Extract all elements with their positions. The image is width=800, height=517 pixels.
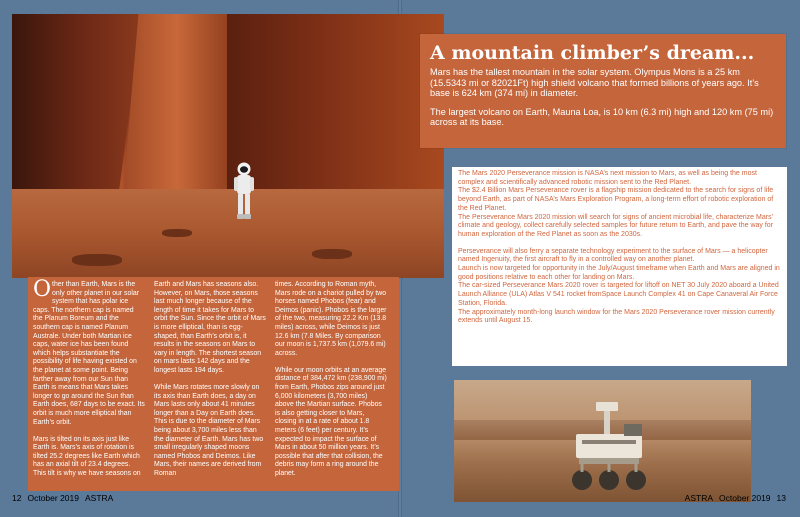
article-paragraph: times. According to Roman myth, Mars rode on a chariot pulled by two horses named Phobos (fear) and Deimos (panic). Phobos is the larger of the two, measuring 22.2 Km (13.8 miles) across, while Deimos is just 12.6 km (7.8 Miles. By comparison our moon is 1,737.5 km (1,079.6 mi) across. (275, 281, 387, 357)
rock (162, 229, 192, 237)
article-paragraph: Earth and Mars has seasons also. However, on Mars, those seasons last much longer because of the length of time it takes for Mars to orbit the Sun. Since the orbit of Mars is more elliptical, than is egg-shaped, than Earth’s orbit is, it results in the seasons on Mars to vary in length. The shortest season on mars lasts 142 days and the longest lasts 194 days. (154, 281, 266, 374)
article-paragraph: Mars is tilted on its axis just like Earth is. Mars’s axis of rotation is tilted 25.2 degrees like Earth which has an axial tilt of 23.4 degrees. This tilt is why we have seasons on (33, 435, 141, 477)
drop-cap: O (33, 277, 52, 302)
mission-text-box (452, 167, 787, 366)
article-paragraph: While Mars rotates more slowly on its axis than Earth does, a day on Mars lasts only about 41 minutes longer than a Day on Earth does. This is due to the diameter of Mars being about 3,700 miles less than the diameter of Earth. Mars has two small irregularly shaped moons named Phobos and Deimos. Like Mars, their names are derived from Roman (154, 384, 264, 477)
page-number: 13 (776, 493, 786, 503)
magazine-name: ASTRA (684, 493, 714, 503)
rover-figure (564, 402, 654, 497)
article-box (28, 277, 399, 491)
issue-date: October 2019 (719, 493, 771, 503)
article-column-3 (275, 281, 387, 479)
magazine-name: ASTRA (84, 493, 114, 503)
mission-paragraph: The $2.4 Billion Mars Perseverance rover is a flagship mission dedicated to the search for signs of life beyond Earth, as part of NASA’s Mars Exploration Program, a long-term effort of robotic exploration of the Red Planet. (458, 187, 774, 212)
article-paragraph (33, 277, 145, 427)
cliff-mid (122, 14, 232, 204)
article-column-1 (33, 277, 145, 479)
article-column-2 (154, 281, 266, 479)
footer-left (12, 493, 113, 503)
mission-paragraph: The Perseverance Mars 2020 mission will search for signs of ancient microbial life, characterize Mars’ climate and geology, collect carefully selected samples for future return to Earth, and pave the way for human exploration of the Red Planet as soon as the 2030s. (458, 213, 774, 238)
astronaut-figure (232, 162, 256, 220)
martian-ground (12, 189, 444, 278)
cliff-right (227, 14, 444, 214)
issue-date: October 2019 (27, 493, 79, 503)
footer-right (685, 493, 786, 503)
rover-photo (454, 380, 751, 502)
astronaut-photo (12, 14, 444, 278)
mission-paragraph: Perseverance will also ferry a separate technology experiment to the surface of Mars — a helicopter named Ingenuity, the first aircraft to fly in a controlled way on another planet. (458, 247, 768, 264)
headline-paragraph: Mars has the tallest mountain in the solar system. Olympus Mons is a 25 km (15.5343 mi or 82021Ft) high shield volcano that formed billions of years ago. It’s base is 624 km (374 mi) in diameter. (430, 67, 759, 98)
cliff-left (12, 14, 142, 214)
headline-paragraph: The largest volcano on Earth, Mauna Loa, is 10 km (6.3 mi) high and 120 km (75 mi) across at its base. (430, 106, 774, 127)
rock (72, 254, 122, 266)
rock (312, 249, 352, 259)
mission-paragraph: The car-sized Perseverance Mars 2020 rover is targeted for liftoff on NET 30 July 2020 aboard a United Launch Alliance (ULA) Atlas V 541 rocket fromSpace Launch Complex 41 on Cape Canaveral Air Force Station, Florida. (458, 282, 779, 307)
headline-box (420, 34, 786, 148)
mission-paragraph: Launch is now targeted for opportunity in the July/August timeframe when Earth and Mars are aligned in good positions relative to each other for landing on Mars. (458, 265, 780, 281)
article-text: ther than Earth, Mars is the only other planet in our solar system that has polar ice caps. The northern cap is named the Planum Boreum and the southern cap is named Planum Australe. Under both Martian ice caps, water ice has been found which helps substantiate the possibility of life having existed on the planet at some point. Being farther away from our Sun than Earth is means that Mars takes longer to go around the Sun than Earth does, 687 days to be exact. Its orbit is much more elliptical than Earth’s orbit. (33, 281, 145, 426)
headline-title: A mountain climber’s dream... (430, 42, 755, 64)
mission-paragraph: The Mars 2020 Perseverance mission is NASA’s next mission to Mars, as well as being the most complex and scientifically advanced robotic mission sent to the Red Planet. (458, 170, 757, 186)
page-number: 12 (12, 493, 22, 503)
mission-paragraph: The approximately month-long launch window for the Mars 2020 Perseverance rover mission currently extends until August 15. (458, 308, 775, 325)
article-paragraph: While our moon orbits at an average distance of 384,472 km (238,900 mi) from Earth, Phobos zips around just 6,000 kilometers (3,700 miles) above the Martian surface. Phobos is also getting closer to Mars, closing in at a rate of about 1.8 meters (6 feet) per century. It’s expected to impact the surface of Mars in about 50 million years. It’s possible that after that collision, the debris may form a ring around the planet. (275, 366, 387, 477)
